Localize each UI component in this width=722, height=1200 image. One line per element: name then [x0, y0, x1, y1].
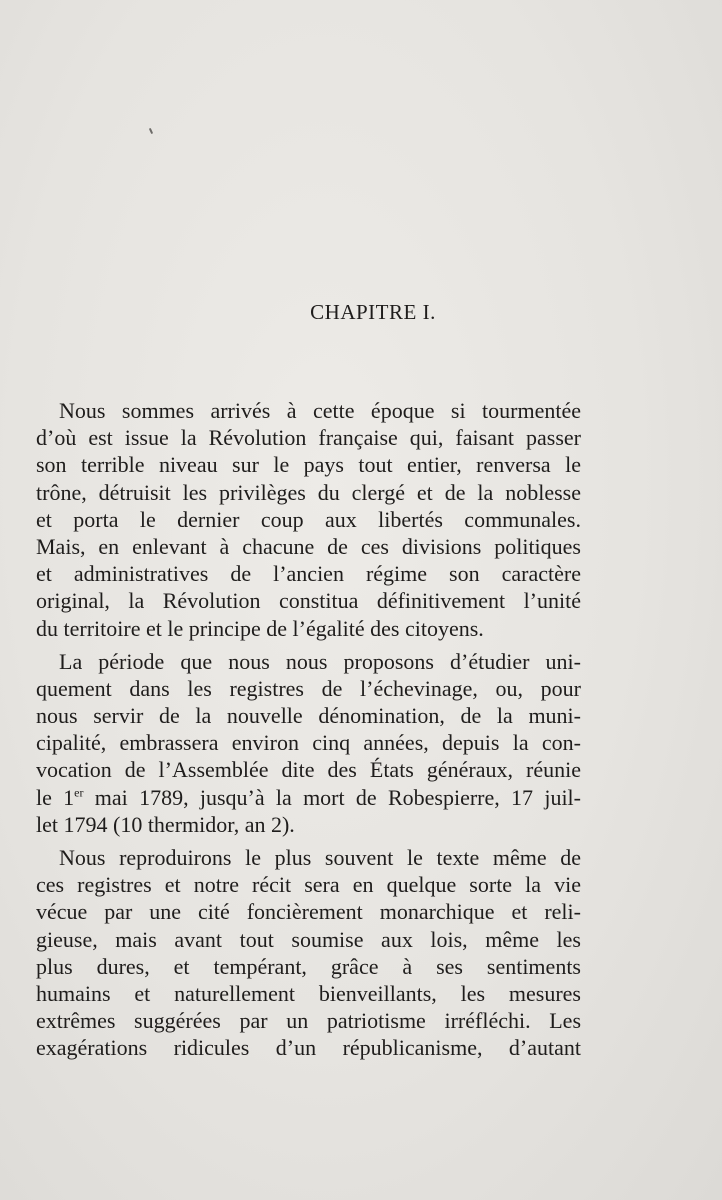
text-fragment: mai 1789, jusqu’à la mort de Robespierre, 17 juil- — [83, 784, 581, 810]
text-line-with-superscript — [36, 784, 581, 811]
text-line: Mais, en enlevant à chacune de ces divisions politiques — [36, 533, 581, 559]
text-line: let 1794 (10 thermidor, an 2). — [36, 811, 295, 837]
text-line: La période que nous nous proposons d’étudier uni- — [59, 648, 581, 674]
paragraph-1 — [36, 397, 581, 642]
text-line: d’où est issue la Révolution française qui, faisant passer — [36, 425, 581, 451]
text-line: nous servir de la nouvelle dénomination, de la muni- — [36, 703, 581, 729]
text-line: Nous reproduirons le plus souvent le texte même de — [59, 845, 581, 870]
text-line: et porta le dernier coup aux libertés communales. — [36, 506, 581, 532]
body-text — [36, 397, 581, 1062]
text-line: extrêmes suggérées par un patriotisme irréfléchi. Les — [36, 1008, 581, 1034]
text-line: ces registres et notre récit sera en quelque sorte la vie — [36, 872, 581, 898]
text-line: exagérations ridicules d’un républicanisme, d’autant — [36, 1035, 581, 1061]
text-line: cipalité, embrassera environ cinq années, depuis la con- — [36, 730, 581, 756]
text-line: original, la Révolution constitua définitivement l’unité — [36, 588, 581, 614]
text-line: quement dans les registres de l’échevinage, ou, pour — [36, 675, 581, 701]
paper-speck — [149, 128, 153, 134]
text-line: vocation de l’Assemblée dite des États généraux, réunie — [36, 757, 581, 783]
text-line: vécue par une cité foncièrement monarchique et reli- — [36, 899, 581, 925]
text-fragment: le 1 — [36, 784, 75, 810]
text-line: humains et naturellement bienveillants, les mesures — [36, 980, 581, 1006]
text-line: Nous sommes arrivés à cette époque si tourmentée — [59, 398, 581, 423]
text-line: son terrible niveau sur le pays tout entier, renversa le — [36, 452, 581, 478]
superscript: er — [74, 785, 84, 800]
text-line: du territoire et le principe de l’égalité des citoyens. — [36, 615, 484, 641]
text-line: gieuse, mais avant tout soumise aux lois, même les — [36, 926, 581, 952]
paragraph-3 — [36, 844, 581, 1062]
text-line: trône, détruisit les privilèges du clergé et de la noblesse — [36, 479, 581, 505]
text-line: plus dures, et tempérant, grâce à ses sentiments — [36, 953, 581, 979]
text-line: et administratives de l’ancien régime son caractère — [36, 561, 581, 587]
paragraph-2 — [36, 648, 581, 838]
chapter-title: CHAPITRE I. — [310, 300, 436, 324]
